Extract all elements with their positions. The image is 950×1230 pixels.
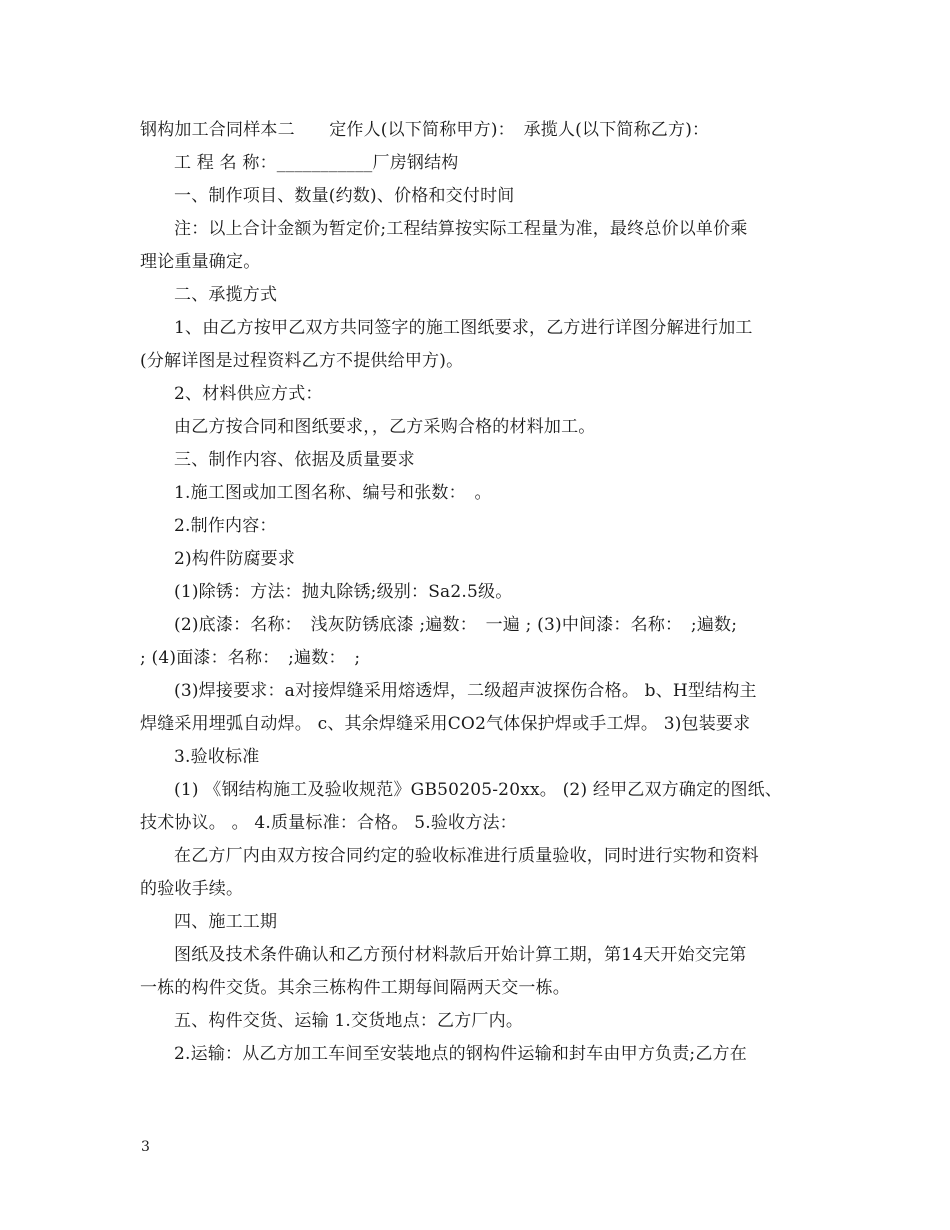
text-line: 二、承揽方式 [174, 285, 278, 305]
text-line: 2、材料供应方式： [174, 384, 323, 404]
text-line: 焊缝采用埋弧自动焊。 c、其余焊缝采用CO2气体保护焊或手工焊。 3)包装要求 [140, 714, 751, 734]
text-line: 一、制作项目、数量(约数)、价格和交付时间 [174, 186, 515, 206]
text-line: (1) 《钢结构施工及验收规范》GB50205-20xx。 (2) 经甲乙双方确定的图纸、 [174, 780, 783, 800]
text-line: 图纸及技术条件确认和乙方预付材料款后开始计算工期，第14天开始交完第 [174, 945, 747, 965]
text-line: ; (4)面漆：名称： ;遍数： ; [140, 648, 361, 668]
text-line: 钢构加工合同样本二 定作人(以下简称甲方)： 承揽人(以下简称乙方)： [140, 120, 710, 140]
text-line: 3.验收标准 [174, 747, 260, 767]
text-line: (分解详图是过程资料乙方不提供给甲方)。 [140, 351, 464, 371]
text-line: 2.制作内容： [174, 516, 277, 536]
text-line: 由乙方按合同和图纸要求，，乙方采购合格的材料加工。 [174, 417, 596, 437]
text-line: 1.施工图或加工图名称、编号和张数： 。 [174, 483, 492, 503]
text-line: 的验收手续。 [140, 879, 244, 899]
text-line: 注：以上合计金额为暂定价;工程结算按实际工程量为准，最终总价以单价乘 [174, 219, 748, 239]
text-line: (3)焊接要求：a对接焊缝采用熔透焊，二级超声波探伤合格。 b、H型结构主 [174, 681, 757, 701]
text-line: 工 程 名 称：___________厂房钢结构 [174, 153, 459, 173]
text-line: 一栋的构件交货。其余三栋构件工期每间隔两天交一栋。 [140, 978, 570, 998]
text-line: (1)除锈：方法：抛丸除锈;级别：Sa2.5级。 [174, 582, 513, 602]
text-line: 技术协议。 。 4.质量标准：合格。 5.验收方法： [140, 813, 517, 833]
text-line: 在乙方厂内由双方按合同约定的验收标准进行质量验收，同时进行实物和资料 [174, 846, 759, 866]
text-line: 2.运输：从乙方加工车间至安装地点的钢构件运输和封车由甲方负责;乙方在 [174, 1044, 747, 1064]
text-line: 三、制作内容、依据及质量要求 [174, 450, 415, 470]
text-line: 2)构件防腐要求 [174, 549, 296, 569]
text-line: (2)底漆：名称： 浅灰防锈底漆 ;遍数： 一遍 ; (3)中间漆：名称： ;遍数; [174, 615, 738, 635]
document-body [140, 114, 820, 1071]
text-line: 四、施工工期 [174, 912, 278, 932]
page-number: 3 [141, 1139, 150, 1155]
text-line: 1、由乙方按甲乙双方共同签字的施工图纸要求，乙方进行详图分解进行加工 [174, 318, 753, 338]
text-line: 五、构件交货、运输 1.交货地点：乙方厂内。 [174, 1011, 524, 1031]
text-line: 理论重量确定。 [140, 252, 261, 272]
